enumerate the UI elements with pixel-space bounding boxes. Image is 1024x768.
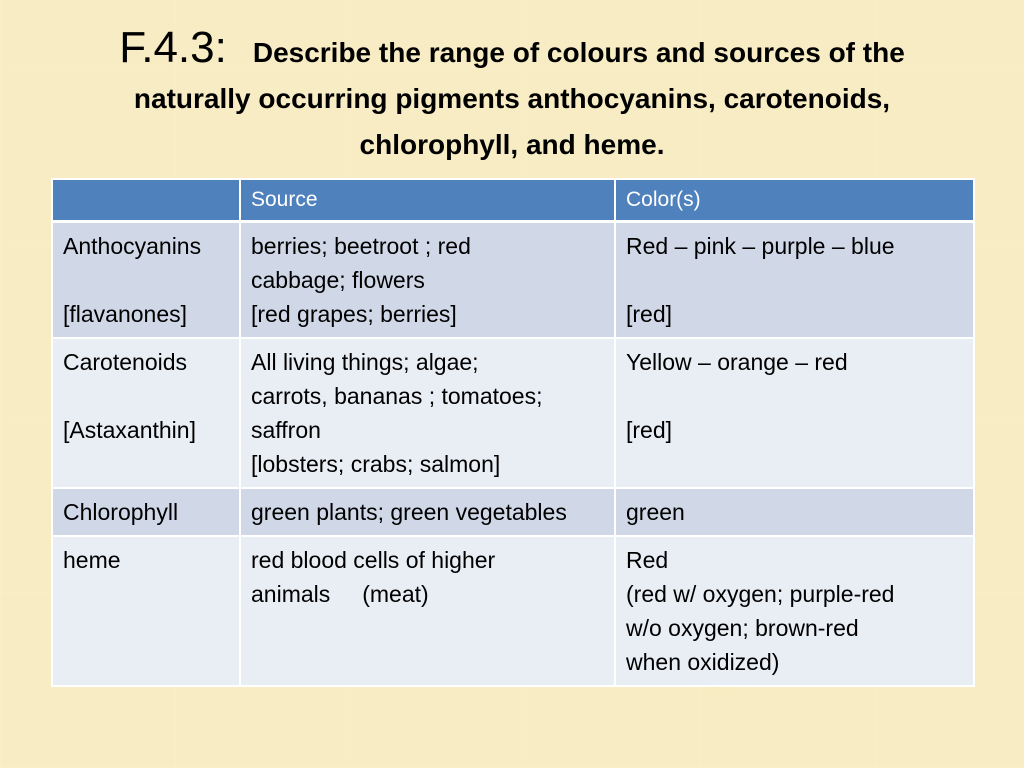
objective-description-line2: naturally occurring pigments anthocyanins, carotenoids, — [133, 83, 891, 114]
pigment-line — [63, 263, 229, 297]
cell-source — [240, 536, 615, 686]
table-row — [52, 536, 974, 686]
cell-source — [240, 338, 615, 488]
table-row — [52, 338, 974, 488]
pigment-line: Carotenoids — [63, 349, 188, 375]
source-line: cabbage; flowers — [251, 267, 425, 293]
colors-line: Red — [626, 547, 669, 573]
header-colors: Color(s) — [615, 179, 974, 222]
colors-line: Yellow – orange – red — [626, 349, 848, 375]
pigment-line: heme — [63, 547, 121, 573]
colors-line: [red] — [626, 417, 673, 443]
source-line: [red grapes; berries] — [251, 301, 457, 327]
source-line: carrots, bananas ; tomatoes; — [251, 383, 543, 409]
cell-source — [240, 488, 615, 536]
table-row — [52, 222, 974, 339]
header-source: Source — [240, 179, 615, 222]
source-line: saffron — [251, 417, 321, 443]
cell-colors — [615, 536, 974, 686]
pigment-table — [51, 178, 975, 687]
cell-colors — [615, 338, 974, 488]
colors-line: when oxidized) — [626, 649, 780, 675]
colors-line: Red – pink – purple – blue — [626, 233, 895, 259]
objective-description-line1: Describe the range of colours and sources of the — [252, 37, 905, 68]
source-line: animals (meat) — [251, 581, 429, 607]
cell-source — [240, 222, 615, 339]
slide-title — [60, 23, 964, 167]
colors-line: green — [626, 499, 685, 525]
table-row — [52, 488, 974, 536]
cell-pigment — [52, 338, 240, 488]
header-pigment — [52, 179, 240, 222]
source-line: berries; beetroot ; red — [251, 233, 471, 259]
pigment-line: Anthocyanins — [63, 233, 202, 259]
source-line: [lobsters; crabs; salmon] — [251, 451, 501, 477]
colors-line: (red w/ oxygen; purple-red — [626, 581, 895, 607]
colors-line — [626, 263, 963, 297]
source-line: green plants; green vegetables — [251, 499, 567, 525]
objective-code: F.4.3: — [119, 23, 227, 72]
cell-colors — [615, 488, 974, 536]
pigment-line: Chlorophyll — [63, 499, 179, 525]
header-row — [52, 179, 974, 222]
source-line: All living things; algae; — [251, 349, 479, 375]
cell-colors — [615, 222, 974, 339]
colors-line: [red] — [626, 301, 673, 327]
objective-description-line3: chlorophyll, and heme. — [359, 129, 665, 160]
pigment-line: [flavanones] — [63, 301, 188, 327]
cell-pigment — [52, 488, 240, 536]
colors-line: w/o oxygen; brown-red — [626, 615, 859, 641]
pigment-line — [63, 379, 229, 413]
colors-line — [626, 379, 963, 413]
cell-pigment — [52, 536, 240, 686]
cell-pigment — [52, 222, 240, 339]
pigment-line: [Astaxanthin] — [63, 417, 196, 443]
source-line: red blood cells of higher — [251, 547, 496, 573]
